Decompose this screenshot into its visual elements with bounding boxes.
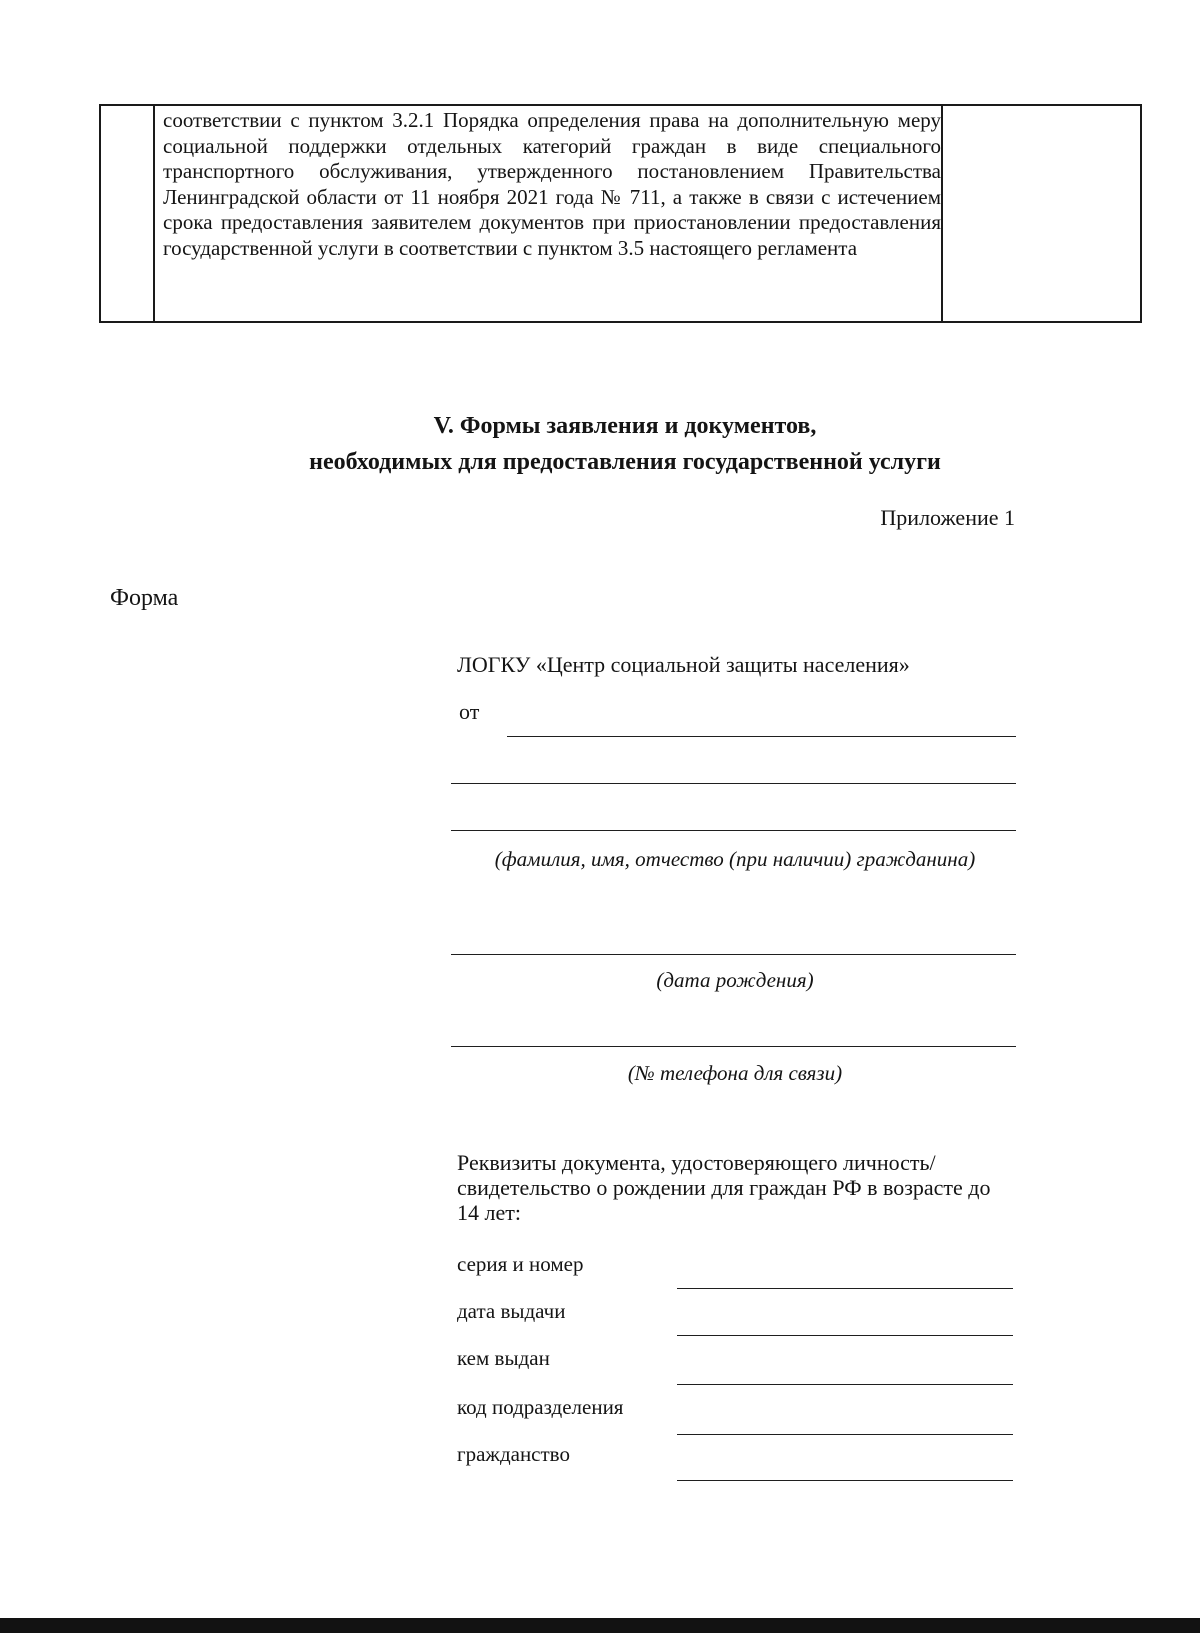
phone-caption: (№ телефона для связи) [627, 1061, 843, 1085]
name-caption: (фамилия, имя, отчество (при наличии) гражданина) [494, 847, 976, 871]
name-line-1 [507, 736, 1016, 737]
field-line-issued-by [677, 1384, 1013, 1385]
field-label-issue-date: дата выдачи [457, 1299, 566, 1323]
appendix-label: Приложение 1 [880, 505, 1015, 530]
field-label-issued-by: кем выдан [457, 1346, 550, 1370]
addressee: ЛОГКУ «Центр социальной защиты населения» [457, 652, 910, 677]
section-title-line-1: V. Формы заявления и документов, [433, 413, 817, 439]
requisites-heading: Реквизиты документа, удостоверяющего личность/свидетельство о рождении для граждан РФ в возрасте до 14 лет: [457, 1150, 991, 1225]
field-line-division-code [677, 1434, 1013, 1435]
field-label-citizenship: гражданство [457, 1442, 570, 1466]
form-label: Форма [110, 585, 179, 611]
table-column-divider [941, 106, 943, 321]
table-cell-text: соответствии с пунктом 3.2.1 Порядка определения права на дополнительную меру социальной поддержки отдельных категорий граждан в виде специального транспортного обслуживания, утвержденного постановлением Правительства Ленинградской области от 11 ноября 2021 года № 711, а также в связи с истечением срока предоставления заявителем документов при приостановлении предоставления государственной услуги в соответствии с пунктом 3.5 настоящего регламента [163, 108, 941, 260]
field-line-series-number [677, 1288, 1013, 1289]
birth-date-caption: (дата рождения) [656, 968, 814, 992]
section-heading [100, 408, 1150, 480]
field-label-series-number: серия и номер [457, 1252, 584, 1276]
name-line-3 [451, 830, 1016, 831]
field-label-division-code: код подразделения [457, 1395, 624, 1419]
field-line-citizenship [677, 1480, 1013, 1481]
table-column-divider [153, 106, 155, 321]
name-line-2 [451, 783, 1016, 784]
section-title-line-2: необходимых для предоставления государственной услуги [309, 449, 941, 475]
phone-line [451, 1046, 1016, 1047]
field-line-issue-date [677, 1335, 1013, 1336]
birth-date-line [451, 954, 1016, 955]
scan-bottom-edge [0, 1618, 1200, 1633]
from-label: от [459, 699, 480, 724]
table-fragment [99, 104, 1142, 323]
